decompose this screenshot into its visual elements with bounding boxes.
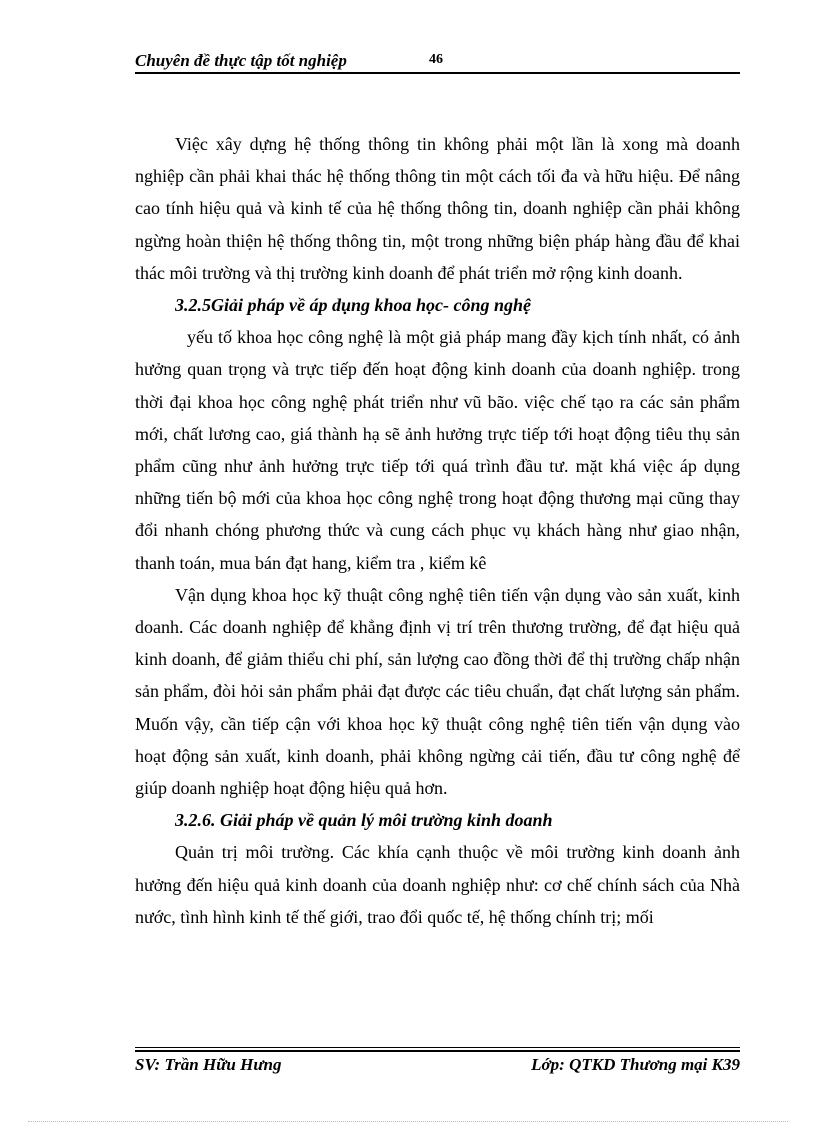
paragraph: Quản trị môi trường. Các khía cạnh thuộc về môi trường kinh doanh ảnh hưởng đến hiệu quả kinh doanh của doanh nghiệp như: cơ chế chính sách của Nhà nước, tình hình kinh tế thế giới, trao đổi quốc tế, hệ thống chính trị; mối [135, 842, 740, 927]
footer-divider [135, 1047, 740, 1048]
section-heading: 3.2.5Giải pháp về áp dụng khoa học- công nghệ [175, 295, 532, 316]
section-heading: 3.2.6. Giải pháp về quản lý môi trường kinh doanh [175, 810, 553, 831]
paragraph: Vận dụng khoa học kỹ thuật công nghệ tiên tiến vận dụng vào sản xuất, kinh doanh. Các doanh nghiệp để khẳng định vị trí trên thương trường, để đạt hiệu quả kinh doanh, để giảm thiểu chi phí, sản lượng cao đồng thời để thị trường chấp nhận sản phẩm, đòi hỏi sản phẩm phải đạt được các tiêu chuẩn, đạt chất lượng sản phẩm. Muốn vậy, cần tiếp cận với khoa học kỹ thuật công nghệ tiên tiến vận dụng vào hoạt động sản xuất, kinh doanh, phải không ngừng cải tiến, đầu tư công nghệ để giúp doanh nghiệp hoạt động hiệu quả hơn. [135, 584, 740, 799]
paragraph: Việc xây dựng hệ thống thông tin không phải một lần là xong mà doanh nghiệp cần phải khai thác hệ thống thông tin một cách tối đa và hữu hiệu. Để nâng cao tính hiệu quả và kinh tế của hệ thống thông tin, doanh nghiệp cần phải không ngừng hoàn thiện hệ thống thông tin, một trong những biện pháp hàng đầu để khai thác môi trường và thị trường kinh doanh để phát triển mở rộng kinh doanh. [135, 134, 740, 283]
student-name: SV: Trần Hữu Hưng [135, 1055, 282, 1074]
document-title: Chuyên đề thực tập tốt nghiệp [135, 51, 347, 70]
class-name: Lớp: QTKD Thương mại K39 [531, 1055, 740, 1074]
page-edge [28, 1121, 788, 1122]
paragraph: yếu tố khoa học công nghệ là một giả pháp mang đầy kịch tính nhất, có ảnh hưởng quan trọng và trực tiếp đến hoạt động kinh doanh của doanh nghiệp. trong thời đại khoa học công nghệ phát triển như vũ bão. việc chế tạo ra các sản phẩm mới, chất lương cao, giá thành hạ sẽ ảnh hưởng trực tiếp tới hoạt động tiêu thụ sản phẩm cũng như ảnh hưởng trực tiếp tới quá trình đầu tư. mặt khá việc áp dụng những tiến bộ mới của khoa học công nghệ trong hoạt động thương mại cũng thay đổi nhanh chóng phương thức và cung cách phục vụ khách hàng như giao nhận, thanh toán, mua bán đạt hang, kiểm tra , kiểm kê [135, 327, 740, 573]
document-body [135, 128, 740, 933]
page-footer [135, 1047, 740, 1077]
page-header [135, 48, 740, 74]
page-number: 46 [429, 52, 443, 67]
footer-divider [135, 1050, 740, 1052]
